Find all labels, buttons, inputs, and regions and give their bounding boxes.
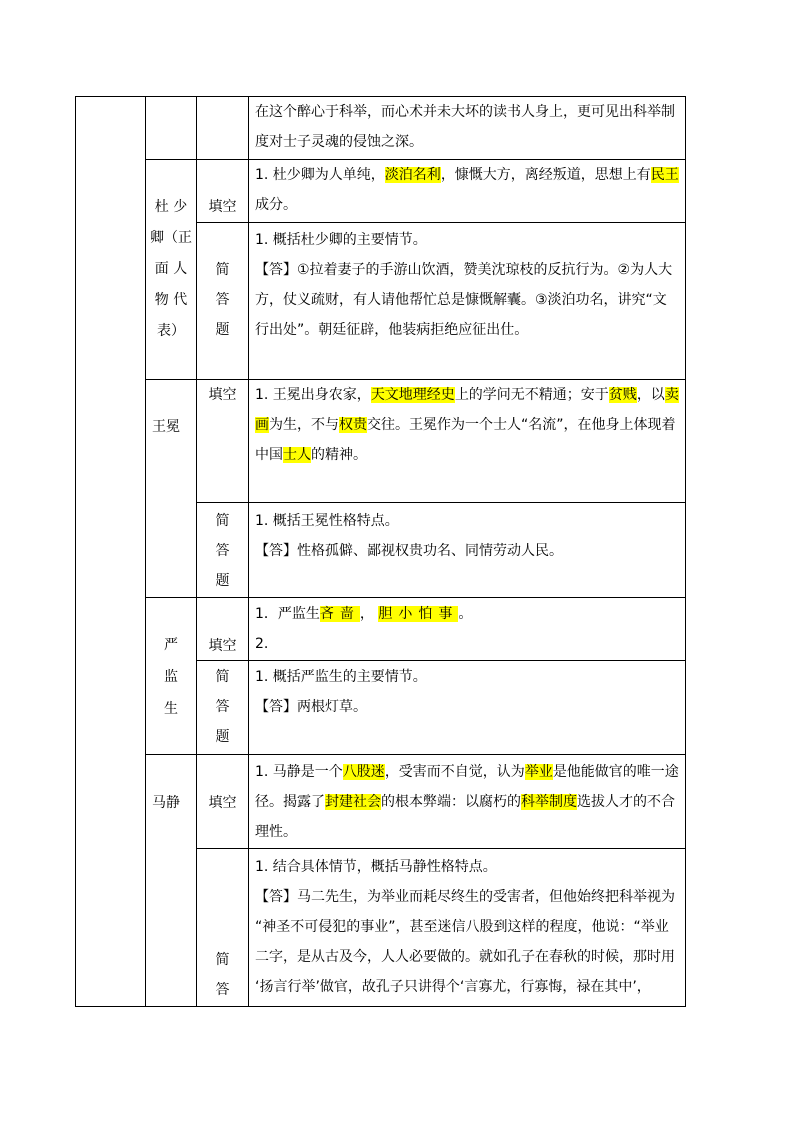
fill-text: 选拔人才的不合	[577, 794, 675, 810]
highlighted-answer: 权贵	[339, 417, 367, 433]
highlighted-answer: 封建社会	[325, 794, 381, 810]
fill-blank-content	[255, 599, 680, 659]
short-answer-label	[197, 506, 248, 596]
fill-text: 是他能做官的唯一途	[552, 764, 679, 780]
short-answer-content	[255, 662, 680, 722]
fill-line	[255, 787, 680, 817]
short-answer-content	[255, 225, 680, 345]
character-name-ma: 马静	[152, 795, 180, 811]
answer-line: 【答】两根灯草。	[255, 699, 367, 715]
highlighted-answer: 民王	[650, 167, 679, 183]
fill-text: 1. 杜少卿为人单纯，	[255, 167, 385, 183]
fill-blank-label: 填空	[208, 795, 237, 811]
short-answer-content	[255, 506, 680, 566]
row-divider	[196, 222, 686, 223]
fill-line	[255, 757, 680, 787]
fill-line	[255, 380, 680, 410]
question: 1. 概括杜少卿的主要情节。	[255, 232, 427, 248]
fill-text: 。	[458, 606, 473, 622]
question: 1. 概括王冕性格特点。	[255, 513, 399, 529]
intro-text	[255, 97, 680, 157]
fill-text: 理性。	[255, 824, 297, 840]
highlighted-answer: 士人	[283, 447, 311, 463]
fill-text: 成分。	[255, 197, 297, 213]
col-divider-3	[248, 96, 249, 1007]
fill-text: 的根本弊端：以腐朽的	[381, 794, 521, 810]
name-line: 严	[164, 637, 178, 653]
character-name-yan	[146, 629, 196, 725]
answer-line: 二字，是从古及今，人人必要做的。就如孔子在春秋的时候，那时用	[255, 949, 675, 965]
answer-line: 方，仗义疏财，有人请他帮忙总是慷慨解囊。③淡泊功名，讲究“文	[255, 292, 667, 308]
row-divider	[196, 502, 686, 503]
fill-text: ，以	[636, 387, 665, 403]
fill-blank-content	[255, 160, 680, 220]
fill-blank-label: 填空	[208, 387, 237, 403]
character-name-du	[146, 192, 196, 347]
question: 1. 概括严监生的主要情节。	[255, 669, 427, 685]
fill-text: 1. 马静是一个	[255, 764, 343, 780]
name-line: 物 代	[154, 292, 188, 308]
intro-line: 在这个醉心于科举，而心术并未大坏的读书人身上，更可见出科举制	[255, 104, 675, 120]
fill-text: ，受害而不自觉，认为	[384, 764, 525, 780]
name-line: 卿（正	[150, 230, 192, 246]
label-char: 答	[215, 699, 230, 715]
name-line: 生	[164, 701, 178, 717]
fill-text: ，慷慨大方，离经叛道，思想上有	[440, 167, 651, 183]
highlighted-answer: 天文地理经史	[370, 387, 455, 403]
table-border-bottom	[75, 1006, 686, 1007]
row-divider	[145, 597, 686, 598]
label-char: 题	[215, 322, 230, 338]
fill-text: 为生，不与	[269, 417, 339, 433]
highlighted-answer: 科举制度	[521, 794, 577, 810]
fill-text: 1．严监生	[255, 606, 320, 622]
fill-line	[255, 410, 680, 440]
highlighted-answer: 淡泊名利	[384, 167, 441, 183]
fill-text: 上的学问无不精通；安于	[454, 387, 609, 403]
highlighted-answer: 八股迷	[342, 764, 385, 780]
label-char: 题	[215, 729, 230, 745]
highlighted-answer: 贫贱	[608, 387, 637, 403]
label-char: 题	[215, 573, 230, 589]
short-answer-content	[255, 852, 680, 1002]
label-char: 简	[215, 513, 230, 529]
table-border-right	[685, 96, 686, 1007]
name-line: 杜 少	[154, 199, 188, 215]
fill-text: 径。揭露了	[255, 794, 325, 810]
fill-line	[255, 160, 680, 190]
fill-blank-label: 填空	[208, 199, 237, 215]
row-divider	[196, 660, 686, 661]
fill-text: 中国	[255, 447, 283, 463]
label-char: 简	[215, 262, 230, 278]
highlighted-answer: 卖	[664, 387, 679, 403]
short-answer-label	[197, 662, 248, 752]
highlighted-answer: 胆小怕事	[378, 606, 459, 622]
intro-line: 度对士子灵魂的侵蚀之深。	[255, 134, 423, 150]
fill-text: 的精神。	[311, 447, 367, 463]
highlighted-answer: 吝啬	[319, 606, 360, 622]
label-char: 简	[215, 952, 230, 968]
fill-line	[255, 599, 680, 629]
fill-blank-label: 填空	[208, 638, 237, 654]
fill-text: ，	[359, 606, 374, 622]
name-line: 面 人	[154, 261, 188, 277]
fill-line	[255, 440, 680, 470]
label-char: 答	[215, 292, 230, 308]
short-answer-label	[197, 945, 248, 1005]
answer-line: 【答】①拉着妻子的手游山饮酒，赞美沈琼枝的反抗行为。②为人大	[255, 262, 673, 278]
character-name-wang: 王冕	[152, 419, 180, 435]
answer-line: 【答】性格孤僻、鄙视权贵功名、同情劳动人民。	[255, 543, 563, 559]
fill-text: 1. 王冕出身农家，	[255, 387, 371, 403]
fill-blank-content	[255, 380, 680, 470]
row-divider	[196, 848, 686, 849]
fill-text: 交往。王冕作为一个士人“名流”，在他身上体现着	[367, 417, 676, 433]
fill-line: 2.	[255, 636, 269, 652]
table-border-left	[75, 96, 76, 1007]
highlighted-answer: 举业	[524, 764, 553, 780]
name-line: 表）	[157, 323, 185, 339]
row-divider	[145, 754, 686, 755]
label-char: 答	[215, 543, 230, 559]
name-line: 监	[164, 669, 178, 685]
label-char: 简	[215, 669, 230, 685]
answer-line: 【答】马二先生，为举业而耗尽终生的受害者，但他始终把科举视为	[255, 889, 675, 905]
highlighted-answer: 画	[255, 417, 269, 433]
short-answer-label	[197, 255, 248, 345]
answer-line: 行出处”。朝廷征辟，他装病拒绝应征出仕。	[255, 322, 529, 338]
label-char: 答	[215, 982, 230, 998]
answer-line: ‘扬言行举’做官，故孔子只讲得个‘言寡尤，行寡悔，禄在其中’，	[255, 979, 651, 995]
fill-blank-content	[255, 757, 680, 847]
answer-line: “神圣不可侵犯的事业”，甚至迷信八股到这样的程度，他说：“举业	[255, 919, 669, 935]
question: 1. 结合具体情节，概括马静性格特点。	[255, 859, 497, 875]
